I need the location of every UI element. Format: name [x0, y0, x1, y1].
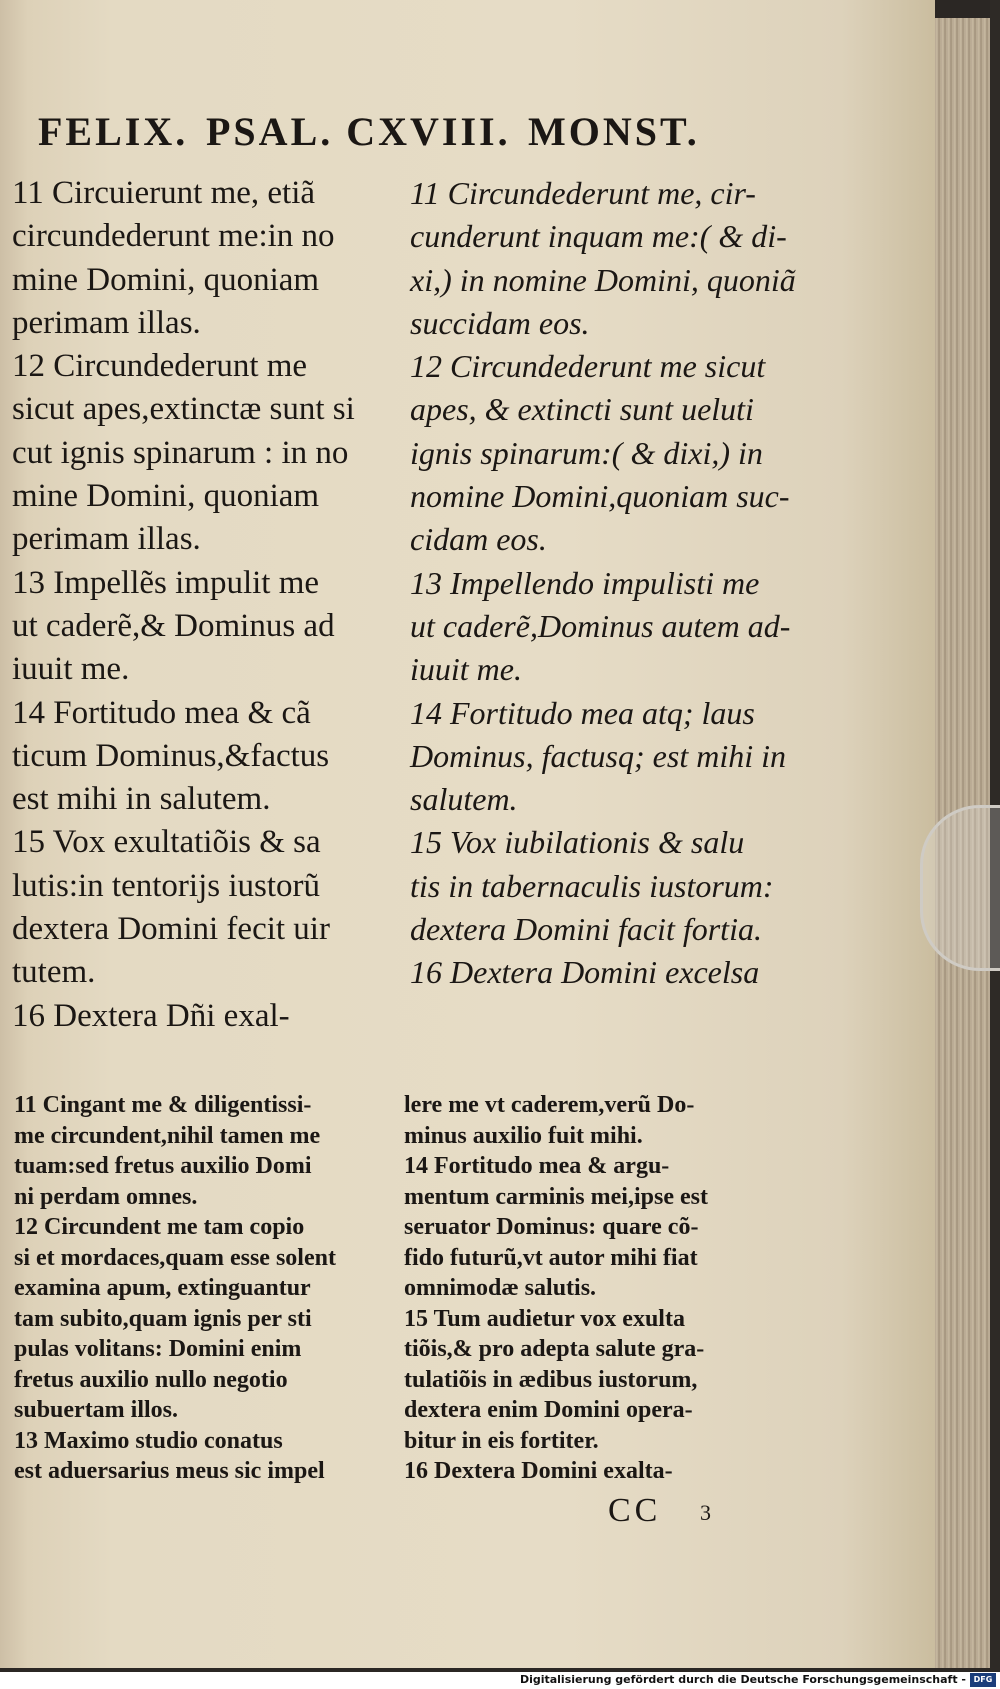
signature-number: 3 — [700, 1500, 711, 1525]
commentary-line: 13 Maximo studio conatus — [14, 1427, 283, 1454]
commentary-line: tam subito,quam ignis per sti — [14, 1305, 312, 1332]
text-line: cidam eos. — [410, 521, 547, 558]
text-line: cut ignis spinarum : in no — [12, 434, 349, 471]
text-line: tis in tabernaculis iustorum: — [410, 867, 774, 904]
text-line: 16 Dextera Dñi exal- — [12, 997, 290, 1034]
text-line: 15 Vox exultatiõis & sa — [12, 824, 321, 861]
commentary-line: fido futurũ,vt autor mihi fiat — [404, 1244, 698, 1271]
commentary-line: examina apum, extinguantur — [14, 1275, 311, 1301]
text-line: 13 Impellendo impulisti me — [410, 564, 760, 601]
commentary-line: bitur in eis fortiter. — [404, 1427, 599, 1454]
text-line: cunderunt inquam me:( & di- — [410, 218, 787, 255]
digitization-footer — [0, 1672, 1000, 1689]
commentary-line: 15 Tum audietur vox exulta — [404, 1305, 685, 1332]
text-line: ut caderẽ,Dominus autem ad- — [410, 607, 791, 644]
running-head-right: MONST. — [528, 109, 700, 154]
text-line: Dominus, factusq; est mihi in — [410, 737, 786, 774]
text-line: lutis:in tentorijs iustorũ — [12, 867, 321, 904]
commentary-line: est aduersarius meus sic impel — [14, 1458, 325, 1484]
commentary-line: 16 Dextera Domini exalta- — [404, 1458, 673, 1484]
commentary-line: seruator Dominus: quare cõ- — [404, 1214, 699, 1240]
text-line: dextera Domini fecit uir — [12, 911, 330, 948]
commentary-line: mentum carminis mei,ipse est — [404, 1183, 708, 1210]
text-line: iuuit me. — [12, 651, 130, 688]
text-line: 14 Fortitudo mea atq; laus — [410, 694, 755, 731]
commentary-line: tuam:sed fretus auxilio Domi — [14, 1153, 312, 1179]
text-line: 16 Dextera Domini excelsa — [410, 954, 760, 991]
text-line: salutem. — [410, 781, 518, 818]
commentary-right-column — [404, 1090, 824, 1487]
signature-mark: CC — [608, 1492, 662, 1529]
running-head — [38, 108, 758, 158]
commentary-line: tiõis,& pro adepta salute gra- — [404, 1336, 705, 1362]
text-line: nomine Domini,quoniam suc- — [410, 478, 790, 515]
text-line: mine Domini, quoniam — [12, 478, 320, 515]
text-line: iuuit me. — [410, 651, 522, 688]
text-line: 15 Vox iubilationis & salu — [410, 824, 745, 861]
commentary-line: 11 Cingant me & diligentissi- — [14, 1092, 312, 1118]
footer-credit: Digitalisierung gefördert durch die Deutsche Forschungsgemeinschaft - — [519, 1673, 966, 1686]
text-line: ignis spinarum:( & dixi,) in — [410, 434, 763, 471]
text-line: perimam illas. — [12, 521, 201, 558]
commentary-line: tulatiõis in ædibus iustorum, — [404, 1366, 698, 1393]
commentary-line: subuertam illos. — [14, 1397, 179, 1423]
text-line: 14 Fortitudo mea & cã — [12, 694, 311, 731]
latin-text-left-column — [12, 172, 392, 1038]
commentary-line: si et mordaces,quam esse solent — [14, 1244, 336, 1271]
latin-text-right-column — [410, 172, 830, 995]
commentary-line: fretus auxilio nullo negotio — [14, 1366, 288, 1393]
dfg-logo-icon: DFG — [970, 1673, 996, 1687]
text-line: 12 Circundederunt me — [12, 348, 308, 385]
commentary-line: 12 Circundent me tam copio — [14, 1214, 305, 1240]
commentary-line: dextera enim Domini opera- — [404, 1397, 693, 1423]
running-head-center: PSAL. CXVIII. — [206, 109, 511, 154]
text-line: dextera Domini facit fortia. — [410, 911, 762, 948]
commentary-line: 14 Fortitudo mea & argu- — [404, 1153, 670, 1179]
text-line: 11 Circundederunt me, cir- — [410, 175, 756, 211]
commentary-line: minus auxilio fuit mihi. — [404, 1122, 643, 1149]
text-line: succidam eos. — [410, 304, 590, 341]
commentary-line: me circundent,nihil tamen me — [14, 1122, 321, 1149]
page-clip — [920, 805, 1000, 971]
commentary-line: pulas volitans: Domini enim — [14, 1336, 302, 1362]
commentary-line: omnimodæ salutis. — [404, 1275, 597, 1301]
text-line: 12 Circundederunt me sicut — [410, 348, 766, 385]
text-line: perimam illas. — [12, 304, 201, 341]
commentary-line: ni perdam omnes. — [14, 1183, 198, 1210]
commentary-left-column — [14, 1090, 394, 1487]
text-line: 13 Impellẽs impulit me — [12, 564, 320, 601]
text-line: sicut apes,extinctæ sunt si — [12, 391, 355, 428]
running-head-left: FELIX. — [38, 109, 189, 154]
text-line: mine Domini, quoniam — [12, 261, 320, 298]
text-line: 11 Circuierunt me, etiã — [12, 175, 316, 211]
text-line: tutem. — [12, 954, 96, 991]
text-line: ticum Dominus,&factus — [12, 737, 330, 774]
text-line: circundederunt me:in no — [12, 218, 335, 255]
text-line: est mihi in salutem. — [12, 781, 271, 818]
text-line: apes, & extincti sunt ueluti — [410, 391, 754, 428]
text-line: xi,) in nomine Domini, quoniã — [410, 261, 796, 298]
text-line: ut caderẽ,& Dominus ad — [12, 607, 335, 644]
commentary-line: lere me vt caderem,verũ Do- — [404, 1092, 695, 1118]
